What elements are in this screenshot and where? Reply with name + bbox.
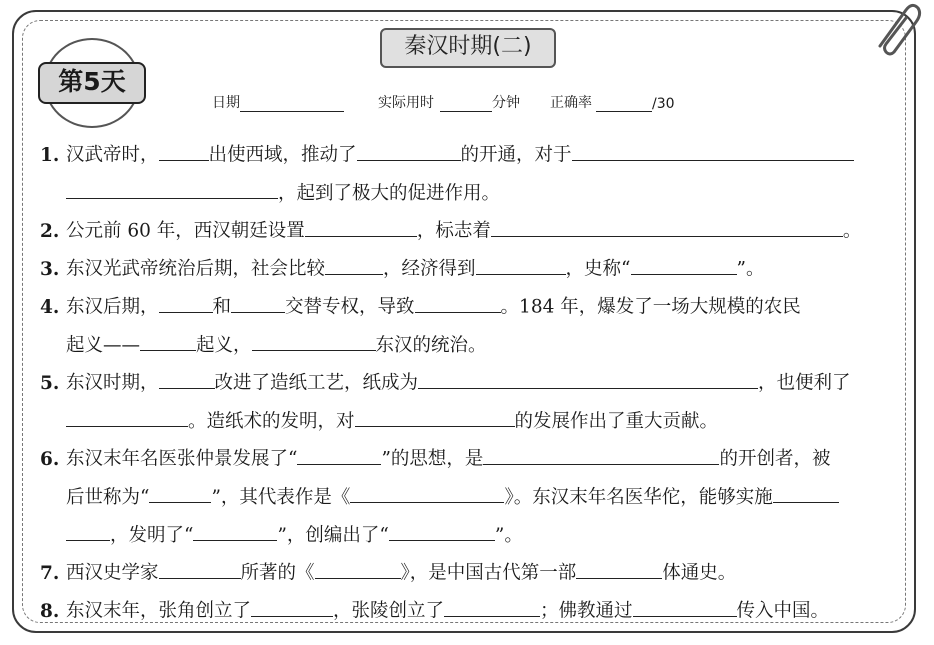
answer-blank[interactable]: [297, 445, 381, 465]
question-text: 和: [212, 296, 232, 318]
question-7-line-1: [40, 559, 736, 583]
day-badge: [30, 38, 154, 128]
question-6-line-3: [66, 521, 523, 547]
question-text: ，标志着: [416, 220, 491, 242]
question-text: 》，是中国古代第一部: [400, 562, 577, 584]
question-2-line-1: [40, 217, 861, 241]
accuracy-blank[interactable]: [596, 97, 652, 112]
meta-row: [212, 92, 675, 112]
answer-blank[interactable]: [350, 484, 504, 504]
question-text: 后世称为“: [66, 487, 150, 508]
answer-blank[interactable]: [773, 484, 839, 504]
question-text: ”，其代表作是《: [211, 487, 351, 508]
answer-blank[interactable]: [305, 217, 417, 237]
answer-blank[interactable]: [357, 141, 461, 161]
answer-blank[interactable]: [251, 597, 333, 617]
question-text: 的发展作出了重大贡献。: [514, 411, 719, 432]
date-blank[interactable]: [240, 97, 344, 112]
question-number: 2.: [40, 220, 60, 242]
question-1-line-1: [40, 141, 854, 165]
answer-blank[interactable]: [159, 369, 215, 389]
answer-blank[interactable]: [252, 332, 376, 352]
question-4-line-1: [40, 293, 801, 317]
question-number: 7.: [40, 562, 60, 584]
answer-blank[interactable]: [491, 217, 843, 237]
question-text: ，起到了极大的促进作用。: [278, 183, 501, 204]
paperclip-icon: [866, 0, 922, 56]
answer-blank[interactable]: [476, 255, 566, 275]
question-text: 改进了造纸工艺，纸成为: [214, 372, 419, 394]
answer-blank[interactable]: [415, 293, 501, 313]
answer-blank[interactable]: [149, 484, 211, 504]
question-text: 传入中国。: [736, 600, 830, 622]
question-text: ”，创编出了“: [277, 525, 389, 546]
question-1-line-2: [66, 179, 500, 205]
answer-blank[interactable]: [631, 255, 737, 275]
answer-blank[interactable]: [140, 332, 196, 352]
question-number: 6.: [40, 448, 60, 470]
question-5-line-1: [40, 369, 851, 393]
question-6-line-1: [40, 445, 830, 469]
answer-blank[interactable]: [159, 559, 241, 579]
question-text: 东汉后期，: [66, 296, 159, 318]
answer-blank[interactable]: [193, 522, 277, 542]
answer-blank[interactable]: [633, 597, 737, 617]
question-text: 。184 年，爆发了一场大规模的农民: [500, 296, 801, 318]
question-text: ”的思想，是: [381, 448, 484, 470]
question-text: 体通史。: [662, 562, 737, 584]
answer-blank[interactable]: [576, 559, 662, 579]
question-text: 。造纸术的发明，对: [188, 411, 355, 432]
page-title: 秦汉时期(二): [380, 28, 556, 68]
answer-blank[interactable]: [483, 445, 719, 465]
question-text: 东汉末年名医张仲景发展了“: [66, 448, 298, 470]
question-number: 3.: [40, 258, 60, 280]
answer-blank[interactable]: [66, 408, 188, 428]
question-number: 8.: [40, 600, 60, 622]
answer-blank[interactable]: [355, 408, 515, 428]
question-text: 交替专权，导致: [285, 296, 415, 318]
answer-blank[interactable]: [444, 597, 540, 617]
date-label: 日期: [212, 95, 240, 111]
question-text: 的开通，对于: [460, 144, 572, 166]
answer-blank[interactable]: [389, 522, 495, 542]
question-number: 4.: [40, 296, 60, 318]
answer-blank[interactable]: [231, 293, 285, 313]
answer-blank[interactable]: [66, 522, 110, 542]
question-text: 东汉末年，张角创立了: [66, 600, 252, 622]
question-text: 》。东汉末年名医华佗，能够实施: [504, 487, 773, 508]
time-label: 实际用时: [378, 95, 434, 111]
answer-blank[interactable]: [418, 369, 758, 389]
question-text: 所著的《: [240, 562, 315, 584]
answer-blank[interactable]: [159, 141, 209, 161]
question-text: 起义，: [196, 335, 252, 356]
question-6-line-2: [66, 483, 839, 509]
time-blank[interactable]: [440, 97, 492, 112]
accuracy-total: /30: [652, 96, 675, 112]
question-text: 东汉的统治。: [375, 335, 487, 356]
answer-blank[interactable]: [572, 141, 854, 161]
question-text: 东汉时期，: [66, 372, 159, 394]
question-text: 的开创者，被: [719, 448, 831, 470]
question-number: 5.: [40, 372, 60, 394]
question-text: ”。: [736, 258, 765, 280]
question-text: 东汉光武帝统治后期，社会比较: [66, 258, 326, 280]
question-text: 公元前 60 年，西汉朝廷设置: [66, 220, 305, 242]
question-3-line-1: [40, 255, 764, 279]
question-text: 。: [842, 220, 862, 242]
question-text: ，也便利了: [758, 372, 851, 394]
question-text: 出使西域，推动了: [208, 144, 357, 166]
answer-blank[interactable]: [325, 255, 383, 275]
question-text: 西汉史学家: [66, 562, 159, 584]
question-text: ，发明了“: [110, 525, 194, 546]
answer-blank[interactable]: [159, 293, 213, 313]
answer-blank[interactable]: [315, 559, 401, 579]
minute-label: 分钟: [492, 95, 520, 111]
question-text: ，经济得到: [383, 258, 476, 280]
answer-blank[interactable]: [66, 180, 278, 200]
day-label: 第5天: [38, 62, 146, 104]
question-text: ”。: [494, 525, 523, 546]
question-4-line-2: [66, 331, 487, 357]
question-5-line-2: [66, 407, 718, 433]
question-text: ；佛教通过: [540, 600, 633, 622]
question-text: 汉武帝时，: [66, 144, 159, 166]
accuracy-label: 正确率: [550, 95, 592, 111]
question-number: 1.: [40, 144, 60, 166]
question-text: 起义——: [66, 335, 141, 356]
question-text: ，张陵创立了: [333, 600, 445, 622]
question-8-line-1: [40, 597, 829, 621]
question-text: ，史称“: [565, 258, 631, 280]
